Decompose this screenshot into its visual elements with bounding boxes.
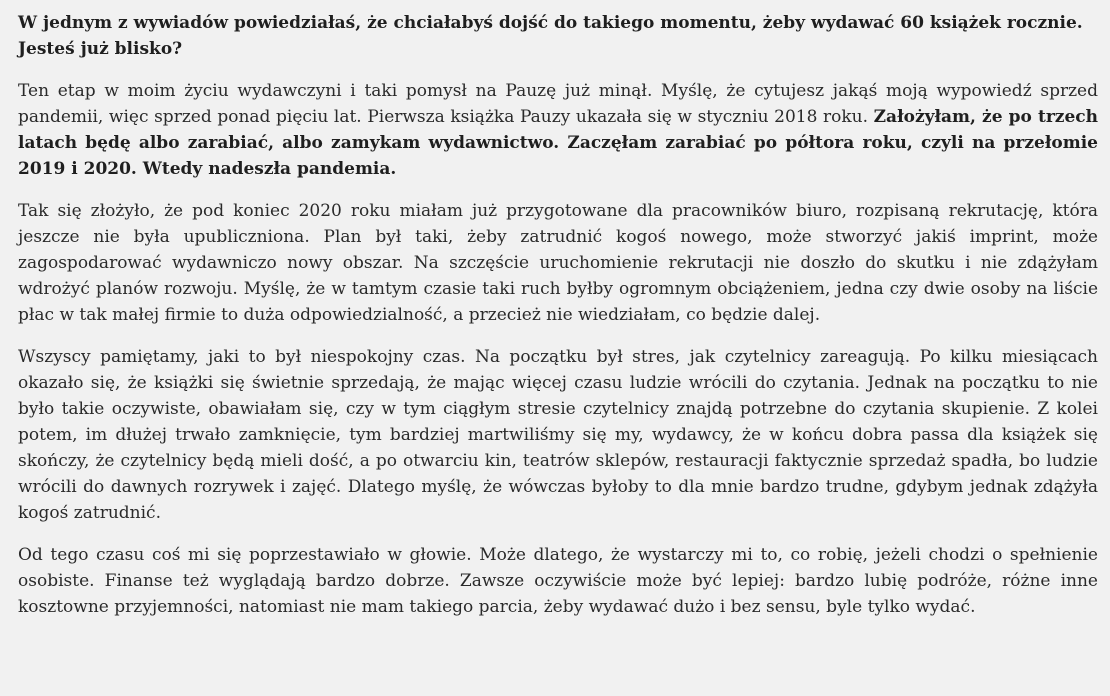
answer-paragraph-2: Tak się złożyło, że pod koniec 2020 roku miałam już przygotowane dla pracowników biuro, rozpisaną rekrutację, która jeszcze nie była upubliczniona. Plan był taki, żeby zatrudnić kogoś nowego, może stworzyć jakiś imprint, może zagospodarować wydawniczo nowy obszar. Na szczęście uruchomienie rekrutacji nie doszło do skutku i nie zdążyłam wdrożyć planów rozwoju. Myślę, że w tamtym czasie taki ruch byłby ogromnym obciążeniem, jedna czy dwie osoby na liście płac w tak małej firmie to duża odpowiedzialność, a przecież nie wiedziałam, co będzie dalej. xyxy=(18,201,1098,325)
answer-paragraph-3: Wszyscy pamiętamy, jaki to był niespokojny czas. Na początku był stres, jak czytelnicy zareagują. Po kilku miesiącach okazało się, że książki się świetnie sprzedają, że mając więcej czasu ludzie wrócili do czytania. Jednak na początku to nie było takie oczywiste, obawiałam się, czy w tym ciągłym stresie czytelnicy znajdą potrzebne do czytania skupienie. Z kolei potem, im dłużej trwało zamknięcie, tym bardziej martwiliśmy się my, wydawcy, że w końcu dobra passa dla książek się skończy, że czytelnicy będą mieli dość, a po otwarciu kin, teatrów sklepów, restauracji faktycznie sprzedaż spadła, bo ludzie wrócili do dawnych rozrywek i zajęć. Dlatego myślę, że wówczas byłoby to dla mnie bardzo trudne, gdybym jednak zdążyła kogoś zatrudnić. xyxy=(18,347,1098,523)
answer-paragraph-1-text: Ten etap w moim życiu wydawczyni i taki pomysł na Pauzę już minął. Myślę, że cytujesz jakąś moją wypowiedź sprzed pandemii, więc sprzed ponad pięciu lat. Pierwsza książka Pauzy ukazała się w styczniu 2018 roku. xyxy=(18,81,1098,127)
answer-paragraph-1-bold: Założyłam, że po trzech latach będę albo zarabiać, albo zamykam wydawnictwo. Zaczęłam zarabiać po półtora roku, czyli na przełomie 2019 i 2020. Wtedy nadeszła pandemia. xyxy=(18,107,1098,179)
answer-paragraph-1 xyxy=(18,78,1098,182)
answer-paragraph-4: Od tego czasu coś mi się poprzestawiało w głowie. Może dlatego, że wystarczy mi to, co robię, jeżeli chodzi o spełnienie osobiste. Finanse też wyglądają bardzo dobrze. Zawsze oczywiście może być lepiej: bardzo lubię podróże, różne inne kosztowne przyjemności, natomiast nie mam takiego parcia, żeby wydawać dużo i bez sensu, byle tylko wydać. xyxy=(18,545,1098,617)
interview-question: W jednym z wywiadów powiedziałaś, że chciałabyś dojść do takiego momentu, żeby wydawać 60 książek rocznie. Jesteś już blisko? xyxy=(18,13,1083,59)
